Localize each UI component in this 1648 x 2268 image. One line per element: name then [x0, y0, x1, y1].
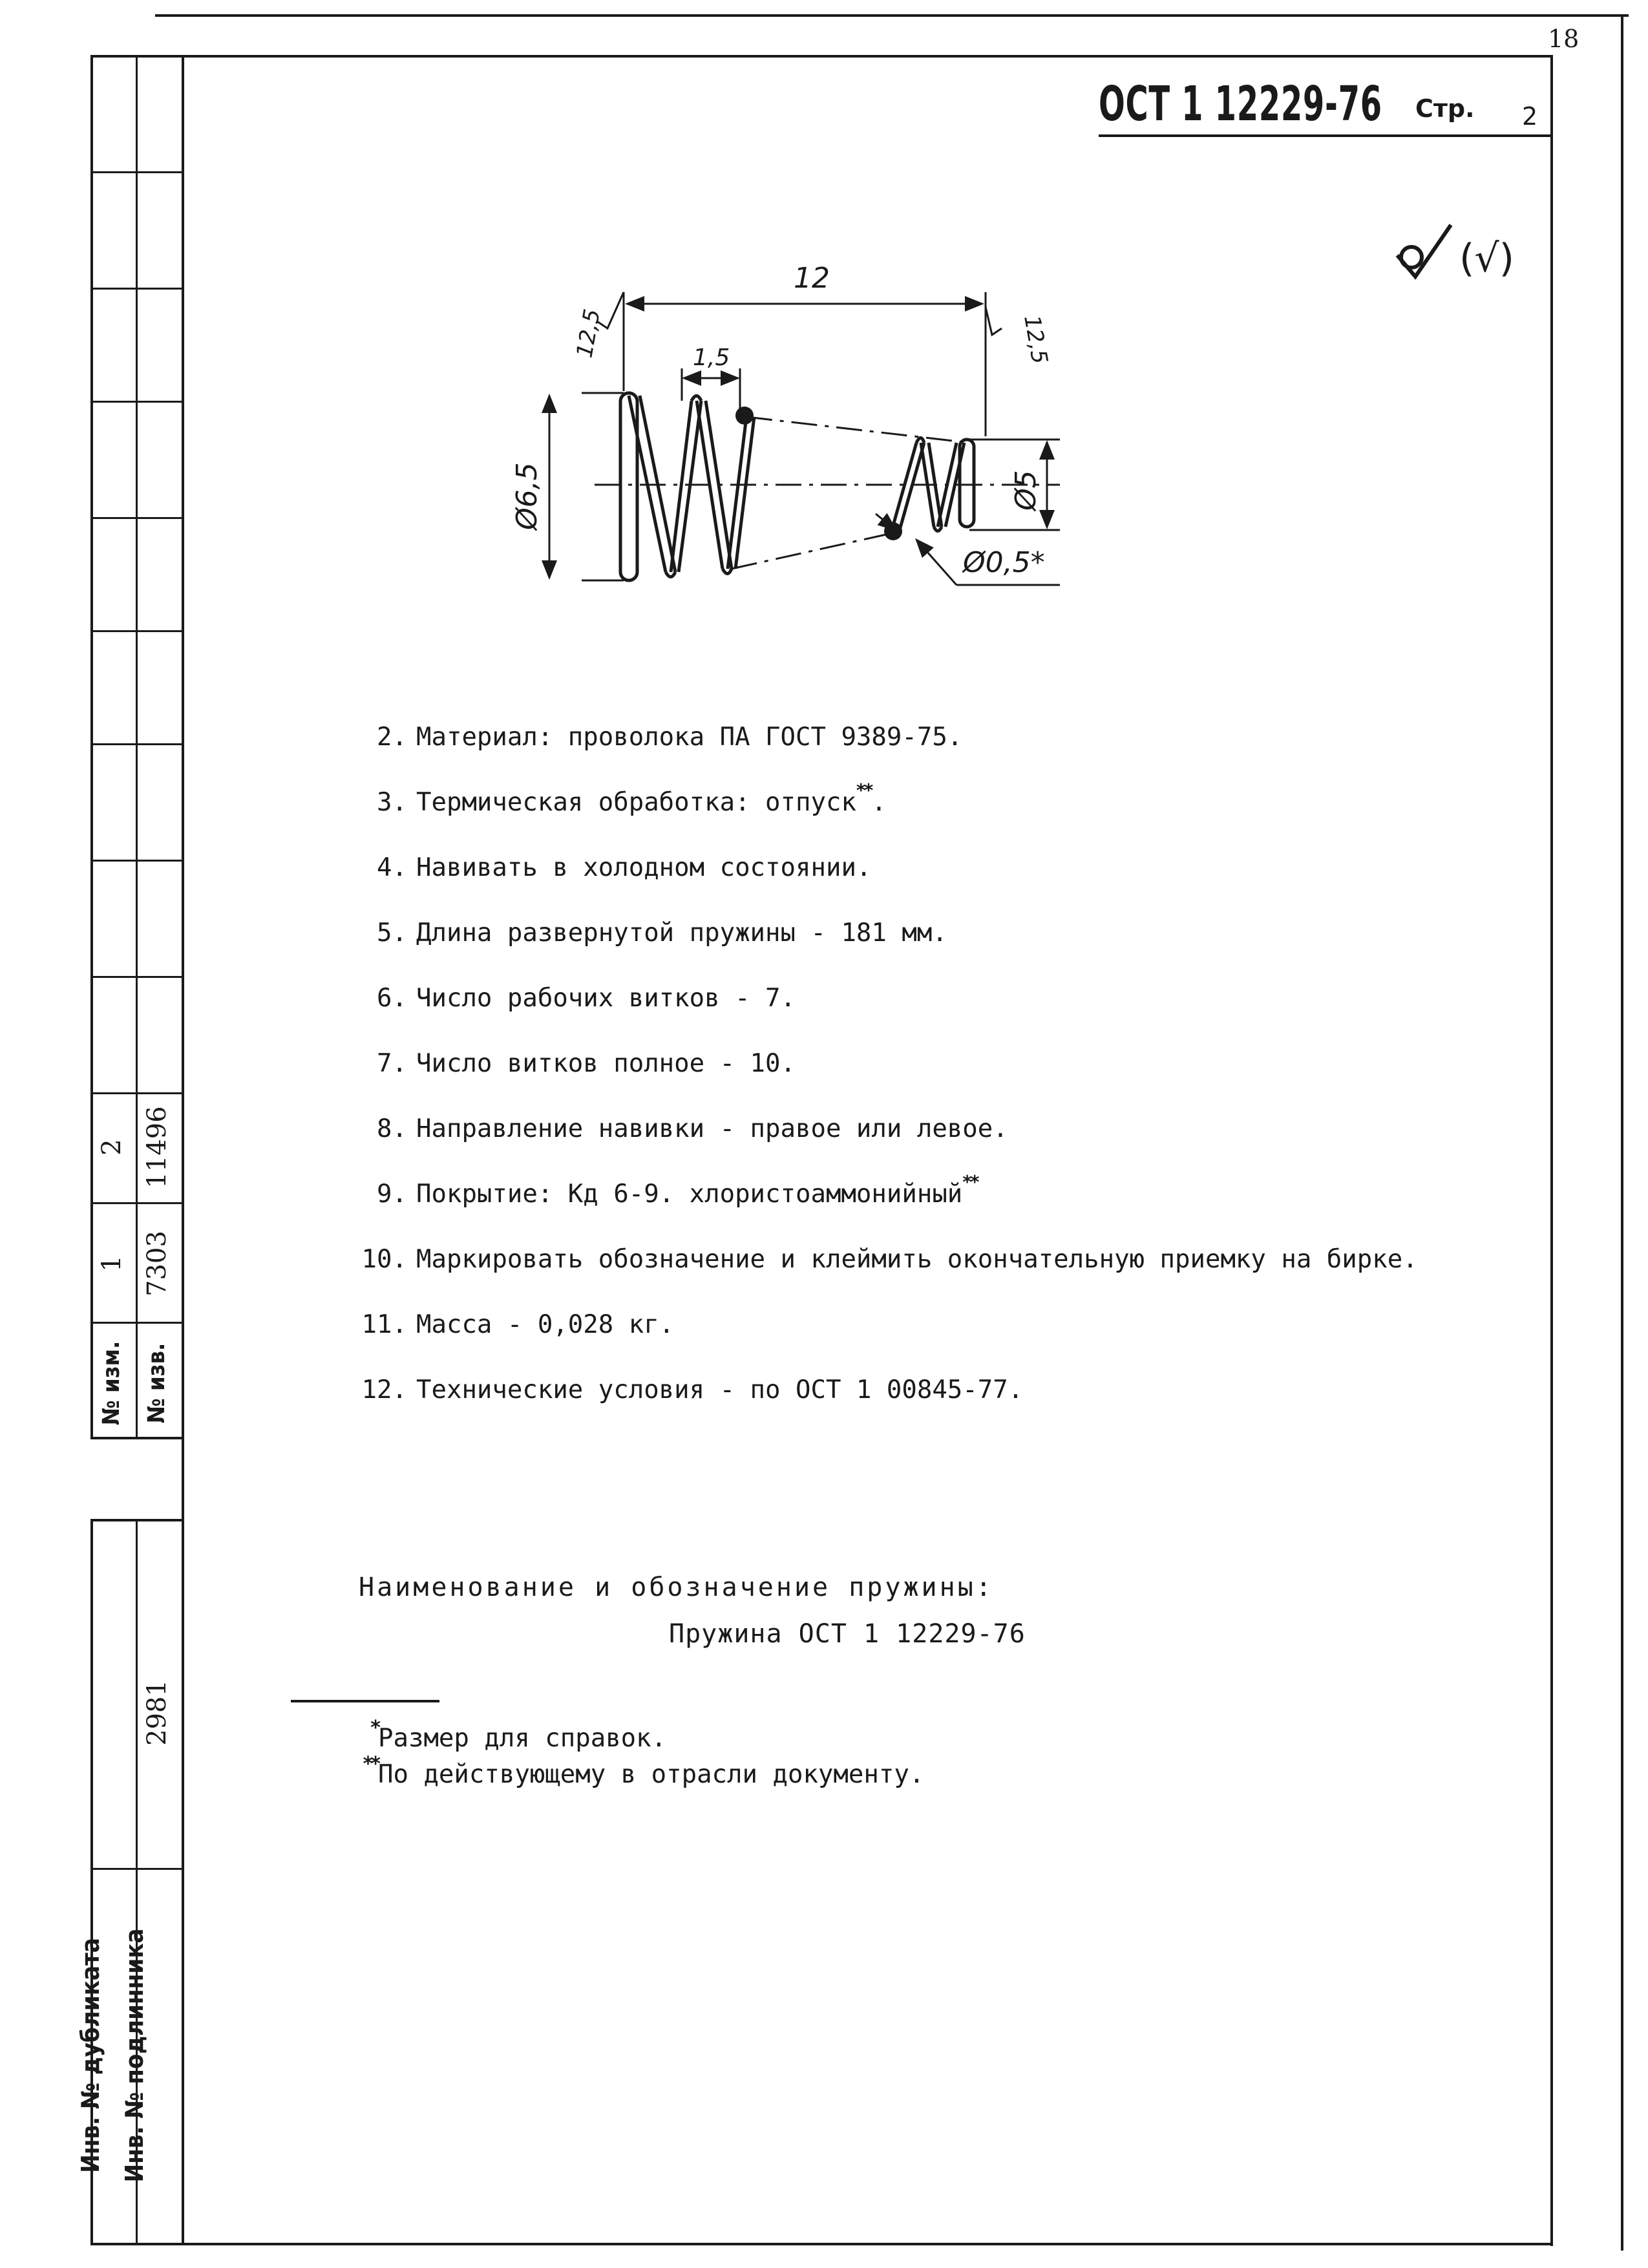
note-text: Длина развернутой пружины - 181 мм.	[416, 918, 947, 948]
note-7	[343, 1031, 1506, 1096]
frame-left-outer	[90, 55, 93, 1438]
frame-left-mid	[136, 55, 138, 1438]
note-11	[343, 1292, 1506, 1357]
note-text: Масса - 0,028 кг.	[416, 1310, 675, 1339]
note-number: 3.	[377, 788, 407, 817]
designation-value: Пружина ОСТ 1 12229-76	[669, 1619, 1026, 1649]
page-value: 2	[1522, 102, 1538, 131]
note-number: 7.	[377, 1049, 407, 1078]
footnotes	[291, 1700, 1454, 1793]
side-divider	[90, 743, 184, 745]
note-text: Число рабочих витков - 7.	[416, 984, 796, 1013]
note-number: 5.	[377, 918, 407, 948]
note-number: 8.	[377, 1114, 407, 1143]
side-divider	[90, 1322, 184, 1324]
side-divider	[90, 1868, 184, 1870]
side-divider	[90, 1519, 184, 1521]
note-text: Покрытие: Кд 6-9. хлористоаммонийный	[416, 1180, 963, 1209]
footnote-mark: *	[370, 1717, 378, 1739]
footnote-text: Размер для справок.	[378, 1724, 667, 1753]
note-text: Термическая обработка: отпуск	[416, 788, 856, 817]
note-number: 9.	[377, 1180, 407, 1209]
side-divider	[90, 517, 184, 519]
technical-requirements	[343, 705, 1506, 1423]
note-12	[343, 1357, 1506, 1423]
original-inv-label: Инв. № подлинника	[120, 1928, 149, 2183]
frame-right-line	[1621, 14, 1623, 2251]
notice-no-11496: 11496	[142, 1106, 172, 1189]
frame-bottom-line	[90, 2243, 1553, 2245]
change-no-2: 2	[97, 1139, 127, 1156]
note-text: Число витков полное - 10.	[416, 1049, 796, 1078]
spring-drawing	[478, 246, 1137, 608]
note-text: Технические условия - по ОСТ 1 00845-77.	[416, 1375, 1024, 1404]
wire-section-bottom	[884, 522, 902, 540]
note-3	[343, 770, 1506, 835]
footnote-1	[291, 1717, 1454, 1757]
change-no-1: 1	[97, 1255, 127, 1272]
dim-length: 12	[794, 262, 830, 295]
page-label: Стр.	[1415, 94, 1475, 123]
note-8	[343, 1096, 1506, 1161]
note-tail: .	[871, 788, 887, 817]
footnote-rule	[291, 1700, 439, 1702]
page-header	[1099, 76, 1551, 134]
wire-section-top	[735, 407, 754, 425]
side-divider	[90, 976, 184, 978]
note-number: 2.	[377, 723, 407, 752]
side-divider	[90, 401, 184, 403]
roughness-note: (√)	[1459, 236, 1515, 281]
footnote-mark: **	[856, 779, 872, 801]
note-text: Навивать в холодном состоянии.	[416, 853, 872, 882]
designation-label: Наименование и обозначение пружины:	[359, 1573, 994, 1602]
side-divider	[90, 860, 184, 862]
dim-small-diameter: Ø5	[1009, 470, 1042, 511]
dim-roughness-left: 12,5	[571, 307, 606, 360]
dim-wire-diameter: Ø0,5*	[963, 546, 1045, 579]
frame-inner-right	[1550, 55, 1553, 2246]
note-10	[343, 1227, 1506, 1292]
spring-designation	[359, 1564, 1457, 1657]
footnote-mark: **	[363, 1753, 378, 1775]
duplicate-inv-label: Инв. № дубликата	[76, 1938, 105, 2173]
change-no-label: № изм.	[98, 1341, 125, 1426]
side-divider	[90, 630, 184, 632]
dim-pitch: 1,5	[693, 344, 730, 371]
note-5	[343, 900, 1506, 966]
note-number: 12.	[361, 1375, 407, 1404]
note-4	[343, 835, 1506, 900]
notice-no-label: № изв.	[143, 1342, 170, 1424]
original-inv-value: 2981	[142, 1680, 172, 1746]
frame-top-line	[155, 14, 1629, 17]
side-divider	[90, 288, 184, 290]
note-text: Направление навивки - правое или левое.	[416, 1114, 1008, 1143]
frame-left-inner	[182, 55, 184, 2245]
footnote-text: По действующему в отрасли документу.	[378, 1760, 925, 1789]
standard-designation: ОСТ 1 12229-76	[1099, 76, 1382, 132]
frame-inner-top	[90, 55, 1552, 58]
note-number: 4.	[377, 853, 407, 882]
footnote-2	[291, 1753, 1454, 1793]
notice-no-7303: 7303	[142, 1231, 172, 1297]
note-2	[343, 705, 1506, 770]
note-6	[343, 966, 1506, 1031]
sheet-number: 18	[1548, 25, 1579, 53]
side-divider	[90, 171, 184, 173]
note-9	[343, 1161, 1506, 1227]
note-text: Маркировать обозначение и клеймить окончательную приемку на бирке.	[416, 1245, 1418, 1274]
note-number: 6.	[377, 984, 407, 1013]
note-number: 11.	[361, 1310, 407, 1339]
footnote-mark: **	[962, 1171, 978, 1192]
dim-roughness-right: 12,5	[1019, 313, 1053, 366]
dim-outer-diameter: Ø6,5	[511, 462, 544, 530]
surface-roughness-icon	[1389, 220, 1532, 291]
header-underline	[1099, 134, 1551, 137]
note-number: 10.	[361, 1245, 407, 1274]
note-text: Материал: проволока ПА ГОСТ 9389-75.	[416, 723, 963, 752]
